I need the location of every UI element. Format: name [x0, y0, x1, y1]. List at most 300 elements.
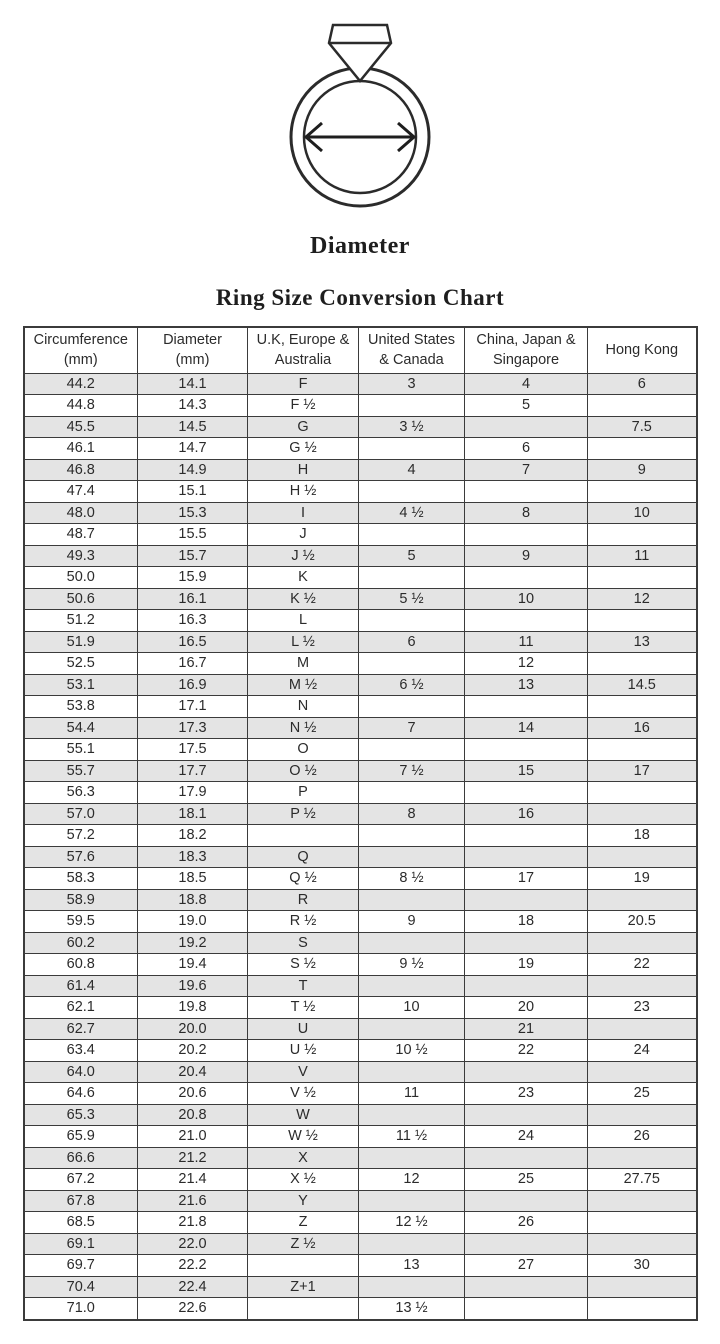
- table-cell: [588, 610, 697, 632]
- table-cell: 19: [588, 868, 697, 890]
- table-cell: 69.1: [24, 1233, 138, 1255]
- table-cell: [588, 739, 697, 761]
- table-cell: 19.6: [138, 975, 248, 997]
- table-cell: 45.5: [24, 416, 138, 438]
- table-cell: 9: [588, 459, 697, 481]
- table-cell: 44.2: [24, 373, 138, 395]
- table-cell: N ½: [248, 717, 359, 739]
- table-cell: 6: [359, 631, 465, 653]
- table-cell: 44.8: [24, 395, 138, 417]
- table-cell: 22.0: [138, 1233, 248, 1255]
- page-title: Ring Size Conversion Chart: [215, 285, 505, 310]
- table-row: [24, 868, 697, 890]
- table-cell: 17.9: [138, 782, 248, 804]
- table-header-row: [24, 327, 697, 373]
- table-cell: X ½: [248, 1169, 359, 1191]
- table-cell: 30: [588, 1255, 697, 1277]
- table-cell: [465, 1190, 588, 1212]
- table-cell: 19.2: [138, 932, 248, 954]
- table-cell: 21.8: [138, 1212, 248, 1234]
- table-cell: [588, 395, 697, 417]
- table-row: [24, 825, 697, 847]
- table-cell: 63.4: [24, 1040, 138, 1062]
- table-cell: 65.9: [24, 1126, 138, 1148]
- table-cell: [588, 1212, 697, 1234]
- table-cell: [359, 1276, 465, 1298]
- table-cell: 58.9: [24, 889, 138, 911]
- table-cell: R ½: [248, 911, 359, 933]
- table-row: [24, 1061, 697, 1083]
- table-cell: 11 ½: [359, 1126, 465, 1148]
- table-cell: 12 ½: [359, 1212, 465, 1234]
- table-cell: 22: [588, 954, 697, 976]
- table-cell: 71.0: [24, 1298, 138, 1320]
- table-row: [24, 1083, 697, 1105]
- table-cell: 16.3: [138, 610, 248, 632]
- table-cell: [465, 1276, 588, 1298]
- table-row: [24, 1040, 697, 1062]
- table-cell: M: [248, 653, 359, 675]
- table-cell: 50.0: [24, 567, 138, 589]
- table-cell: 16.5: [138, 631, 248, 653]
- table-cell: [588, 438, 697, 460]
- table-cell: 51.2: [24, 610, 138, 632]
- col-header-us-canada: United States & Canada: [359, 327, 465, 373]
- table-cell: J ½: [248, 545, 359, 567]
- table-cell: K ½: [248, 588, 359, 610]
- table-cell: 18: [588, 825, 697, 847]
- table-cell: 14.3: [138, 395, 248, 417]
- table-cell: 54.4: [24, 717, 138, 739]
- table-cell: 10: [465, 588, 588, 610]
- table-cell: 3 ½: [359, 416, 465, 438]
- table-cell: 10: [588, 502, 697, 524]
- table-cell: [359, 1233, 465, 1255]
- table-row: [24, 846, 697, 868]
- table-cell: 20.8: [138, 1104, 248, 1126]
- table-cell: 5: [465, 395, 588, 417]
- table-cell: [465, 782, 588, 804]
- table-cell: T: [248, 975, 359, 997]
- table-cell: [359, 1018, 465, 1040]
- table-row: [24, 674, 697, 696]
- table-cell: 50.6: [24, 588, 138, 610]
- table-row: [24, 588, 697, 610]
- table-cell: 24: [588, 1040, 697, 1062]
- table-cell: 67.8: [24, 1190, 138, 1212]
- table-cell: [465, 825, 588, 847]
- table-cell: [465, 1233, 588, 1255]
- table-cell: [588, 481, 697, 503]
- table-cell: [465, 481, 588, 503]
- table-row: [24, 1169, 697, 1191]
- table-cell: [359, 932, 465, 954]
- table-cell: [359, 739, 465, 761]
- table-cell: 46.8: [24, 459, 138, 481]
- table-cell: 16.7: [138, 653, 248, 675]
- table-cell: 9 ½: [359, 954, 465, 976]
- table-cell: 24: [465, 1126, 588, 1148]
- table-cell: 20.5: [588, 911, 697, 933]
- table-row: [24, 502, 697, 524]
- table-cell: N: [248, 696, 359, 718]
- table-cell: 11: [465, 631, 588, 653]
- table-row: [24, 631, 697, 653]
- table-cell: 67.2: [24, 1169, 138, 1191]
- table-cell: 57.2: [24, 825, 138, 847]
- table-cell: 49.3: [24, 545, 138, 567]
- table-cell: 27.75: [588, 1169, 697, 1191]
- table-cell: 65.3: [24, 1104, 138, 1126]
- table-cell: [465, 1298, 588, 1320]
- table-cell: 19.0: [138, 911, 248, 933]
- table-cell: 61.4: [24, 975, 138, 997]
- table-row: [24, 1147, 697, 1169]
- table-cell: 7: [465, 459, 588, 481]
- table-cell: 19.8: [138, 997, 248, 1019]
- table-cell: 47.4: [24, 481, 138, 503]
- table-cell: [588, 1147, 697, 1169]
- col-header-china-japan-singapore: China, Japan & Singapore: [465, 327, 588, 373]
- table-cell: V ½: [248, 1083, 359, 1105]
- table-cell: [588, 696, 697, 718]
- table-cell: 53.8: [24, 696, 138, 718]
- table-cell: 16.1: [138, 588, 248, 610]
- table-cell: 11: [359, 1083, 465, 1105]
- table-cell: [588, 782, 697, 804]
- table-cell: 16: [588, 717, 697, 739]
- ring-size-conversion-table: [23, 326, 698, 1321]
- table-cell: 64.0: [24, 1061, 138, 1083]
- table-cell: Z+1: [248, 1276, 359, 1298]
- table-cell: 20.0: [138, 1018, 248, 1040]
- table-cell: 17: [588, 760, 697, 782]
- table-cell: 21.6: [138, 1190, 248, 1212]
- table-cell: 17: [465, 868, 588, 890]
- table-cell: 14.5: [138, 416, 248, 438]
- table-row: [24, 803, 697, 825]
- table-cell: 23: [588, 997, 697, 1019]
- table-cell: 18.3: [138, 846, 248, 868]
- table-cell: K: [248, 567, 359, 589]
- table-cell: 19: [465, 954, 588, 976]
- table-cell: [465, 610, 588, 632]
- table-row: [24, 717, 697, 739]
- table-cell: 19.4: [138, 954, 248, 976]
- table-cell: 58.3: [24, 868, 138, 890]
- table-cell: I: [248, 502, 359, 524]
- table-row: [24, 373, 697, 395]
- table-cell: [588, 653, 697, 675]
- table-cell: [465, 1104, 588, 1126]
- table-row: [24, 545, 697, 567]
- table-cell: 22: [465, 1040, 588, 1062]
- table-cell: 12: [465, 653, 588, 675]
- table-cell: U: [248, 1018, 359, 1040]
- table-cell: 13: [588, 631, 697, 653]
- table-cell: 25: [465, 1169, 588, 1191]
- table-cell: 4: [465, 373, 588, 395]
- table-cell: M ½: [248, 674, 359, 696]
- table-cell: 48.0: [24, 502, 138, 524]
- table-cell: [359, 610, 465, 632]
- table-cell: [588, 1233, 697, 1255]
- table-cell: 53.1: [24, 674, 138, 696]
- table-cell: 5: [359, 545, 465, 567]
- table-cell: 18: [465, 911, 588, 933]
- table-cell: 8: [359, 803, 465, 825]
- table-cell: [359, 438, 465, 460]
- table-cell: [465, 416, 588, 438]
- table-cell: 26: [588, 1126, 697, 1148]
- table-cell: Z ½: [248, 1233, 359, 1255]
- table-cell: 5 ½: [359, 588, 465, 610]
- table-cell: O ½: [248, 760, 359, 782]
- table-cell: 22.2: [138, 1255, 248, 1277]
- table-cell: 15.5: [138, 524, 248, 546]
- table-cell: 17.3: [138, 717, 248, 739]
- table-cell: R: [248, 889, 359, 911]
- table-row: [24, 416, 697, 438]
- table-cell: 18.5: [138, 868, 248, 890]
- table-cell: 6: [588, 373, 697, 395]
- col-header-hong-kong: Hong Kong: [588, 327, 697, 373]
- diameter-arrow: [306, 123, 414, 151]
- table-cell: 10 ½: [359, 1040, 465, 1062]
- table-cell: 14.7: [138, 438, 248, 460]
- conversion-table-body: [24, 373, 697, 1320]
- table-cell: [248, 1255, 359, 1277]
- table-cell: 8 ½: [359, 868, 465, 890]
- table-row: [24, 1233, 697, 1255]
- table-cell: T ½: [248, 997, 359, 1019]
- table-cell: [588, 1061, 697, 1083]
- table-cell: 14.9: [138, 459, 248, 481]
- table-cell: [359, 567, 465, 589]
- table-cell: 56.3: [24, 782, 138, 804]
- table-cell: P: [248, 782, 359, 804]
- table-row: [24, 1255, 697, 1277]
- table-cell: 48.7: [24, 524, 138, 546]
- table-cell: L: [248, 610, 359, 632]
- table-cell: 52.5: [24, 653, 138, 675]
- table-cell: 22.6: [138, 1298, 248, 1320]
- col-header-diameter: Diameter (mm): [138, 327, 248, 373]
- table-cell: G: [248, 416, 359, 438]
- table-cell: [588, 846, 697, 868]
- table-row: [24, 1126, 697, 1148]
- table-cell: [588, 932, 697, 954]
- table-cell: [588, 567, 697, 589]
- table-cell: 15.7: [138, 545, 248, 567]
- table-cell: 9: [359, 911, 465, 933]
- table-cell: [588, 975, 697, 997]
- table-cell: [588, 524, 697, 546]
- table-cell: 17.5: [138, 739, 248, 761]
- table-cell: 10: [359, 997, 465, 1019]
- table-cell: 57.6: [24, 846, 138, 868]
- table-cell: P ½: [248, 803, 359, 825]
- col-header-circumference: Circumference (mm): [24, 327, 138, 373]
- table-cell: 14.1: [138, 373, 248, 395]
- table-cell: 46.1: [24, 438, 138, 460]
- table-cell: 13: [465, 674, 588, 696]
- table-cell: V: [248, 1061, 359, 1083]
- table-cell: 70.4: [24, 1276, 138, 1298]
- table-cell: [359, 1147, 465, 1169]
- table-cell: 59.5: [24, 911, 138, 933]
- table-cell: 60.2: [24, 932, 138, 954]
- table-cell: O: [248, 739, 359, 761]
- table-row: [24, 739, 697, 761]
- table-cell: Q ½: [248, 868, 359, 890]
- table-cell: [359, 1061, 465, 1083]
- table-cell: 68.5: [24, 1212, 138, 1234]
- table-cell: [359, 1104, 465, 1126]
- table-cell: [248, 1298, 359, 1320]
- table-cell: 7 ½: [359, 760, 465, 782]
- table-cell: 11: [588, 545, 697, 567]
- table-cell: [359, 889, 465, 911]
- table-cell: Y: [248, 1190, 359, 1212]
- table-cell: [359, 481, 465, 503]
- table-row: [24, 459, 697, 481]
- table-cell: [465, 975, 588, 997]
- table-cell: X: [248, 1147, 359, 1169]
- table-cell: L ½: [248, 631, 359, 653]
- table-cell: 18.2: [138, 825, 248, 847]
- table-cell: 8: [465, 502, 588, 524]
- table-row: [24, 610, 697, 632]
- table-cell: 55.1: [24, 739, 138, 761]
- table-cell: 17.7: [138, 760, 248, 782]
- table-cell: [588, 803, 697, 825]
- table-cell: F: [248, 373, 359, 395]
- table-row: [24, 567, 697, 589]
- table-cell: [465, 696, 588, 718]
- table-row: [24, 1298, 697, 1320]
- table-row: [24, 481, 697, 503]
- table-row: [24, 395, 697, 417]
- table-cell: [359, 395, 465, 417]
- table-cell: [359, 782, 465, 804]
- table-cell: 66.6: [24, 1147, 138, 1169]
- table-row: [24, 696, 697, 718]
- table-cell: 20.6: [138, 1083, 248, 1105]
- table-cell: [465, 524, 588, 546]
- table-row: [24, 997, 697, 1019]
- table-cell: 9: [465, 545, 588, 567]
- table-cell: 23: [465, 1083, 588, 1105]
- table-cell: [465, 739, 588, 761]
- table-cell: 21: [465, 1018, 588, 1040]
- table-cell: 7: [359, 717, 465, 739]
- table-cell: 51.9: [24, 631, 138, 653]
- table-row: [24, 1276, 697, 1298]
- table-cell: 3: [359, 373, 465, 395]
- table-cell: 20.4: [138, 1061, 248, 1083]
- table-cell: J: [248, 524, 359, 546]
- table-cell: S: [248, 932, 359, 954]
- table-cell: [359, 524, 465, 546]
- table-row: [24, 1190, 697, 1212]
- table-cell: 12: [588, 588, 697, 610]
- table-cell: 27: [465, 1255, 588, 1277]
- table-cell: 15.9: [138, 567, 248, 589]
- table-cell: 21.0: [138, 1126, 248, 1148]
- table-cell: H: [248, 459, 359, 481]
- table-cell: 55.7: [24, 760, 138, 782]
- table-cell: Q: [248, 846, 359, 868]
- table-cell: [588, 889, 697, 911]
- table-row: [24, 911, 697, 933]
- table-cell: 22.4: [138, 1276, 248, 1298]
- table-cell: [465, 1061, 588, 1083]
- table-cell: 21.4: [138, 1169, 248, 1191]
- table-cell: 18.1: [138, 803, 248, 825]
- table-cell: W: [248, 1104, 359, 1126]
- table-row: [24, 524, 697, 546]
- table-cell: [359, 975, 465, 997]
- table-cell: 12: [359, 1169, 465, 1191]
- table-row: [24, 653, 697, 675]
- table-cell: [359, 825, 465, 847]
- table-cell: U ½: [248, 1040, 359, 1062]
- table-cell: [588, 1104, 697, 1126]
- table-cell: G ½: [248, 438, 359, 460]
- table-cell: 15: [465, 760, 588, 782]
- table-cell: [465, 1147, 588, 1169]
- table-row: [24, 932, 697, 954]
- table-cell: 18.8: [138, 889, 248, 911]
- table-cell: 20: [465, 997, 588, 1019]
- table-cell: 16: [465, 803, 588, 825]
- table-cell: 6 ½: [359, 674, 465, 696]
- table-cell: [588, 1298, 697, 1320]
- table-cell: 13 ½: [359, 1298, 465, 1320]
- table-cell: [359, 1190, 465, 1212]
- table-cell: 26: [465, 1212, 588, 1234]
- table-cell: 64.6: [24, 1083, 138, 1105]
- col-header-uk-europe-australia: U.K, Europe & Australia: [248, 327, 359, 373]
- table-row: [24, 1212, 697, 1234]
- table-row: [24, 889, 697, 911]
- table-row: [24, 954, 697, 976]
- table-cell: 4 ½: [359, 502, 465, 524]
- table-cell: [465, 889, 588, 911]
- table-row: [24, 1104, 697, 1126]
- table-cell: [248, 825, 359, 847]
- table-cell: 17.1: [138, 696, 248, 718]
- ring-diameter-icon: [279, 15, 441, 213]
- table-cell: F ½: [248, 395, 359, 417]
- table-cell: 21.2: [138, 1147, 248, 1169]
- table-cell: 16.9: [138, 674, 248, 696]
- table-cell: 14.5: [588, 674, 697, 696]
- table-cell: 7.5: [588, 416, 697, 438]
- table-cell: [359, 653, 465, 675]
- diameter-label: Diameter: [310, 233, 410, 259]
- table-cell: [465, 846, 588, 868]
- table-cell: W ½: [248, 1126, 359, 1148]
- table-cell: [359, 696, 465, 718]
- table-row: [24, 975, 697, 997]
- table-cell: 69.7: [24, 1255, 138, 1277]
- table-row: [24, 1018, 697, 1040]
- table-cell: 15.3: [138, 502, 248, 524]
- table-cell: [359, 846, 465, 868]
- table-cell: 14: [465, 717, 588, 739]
